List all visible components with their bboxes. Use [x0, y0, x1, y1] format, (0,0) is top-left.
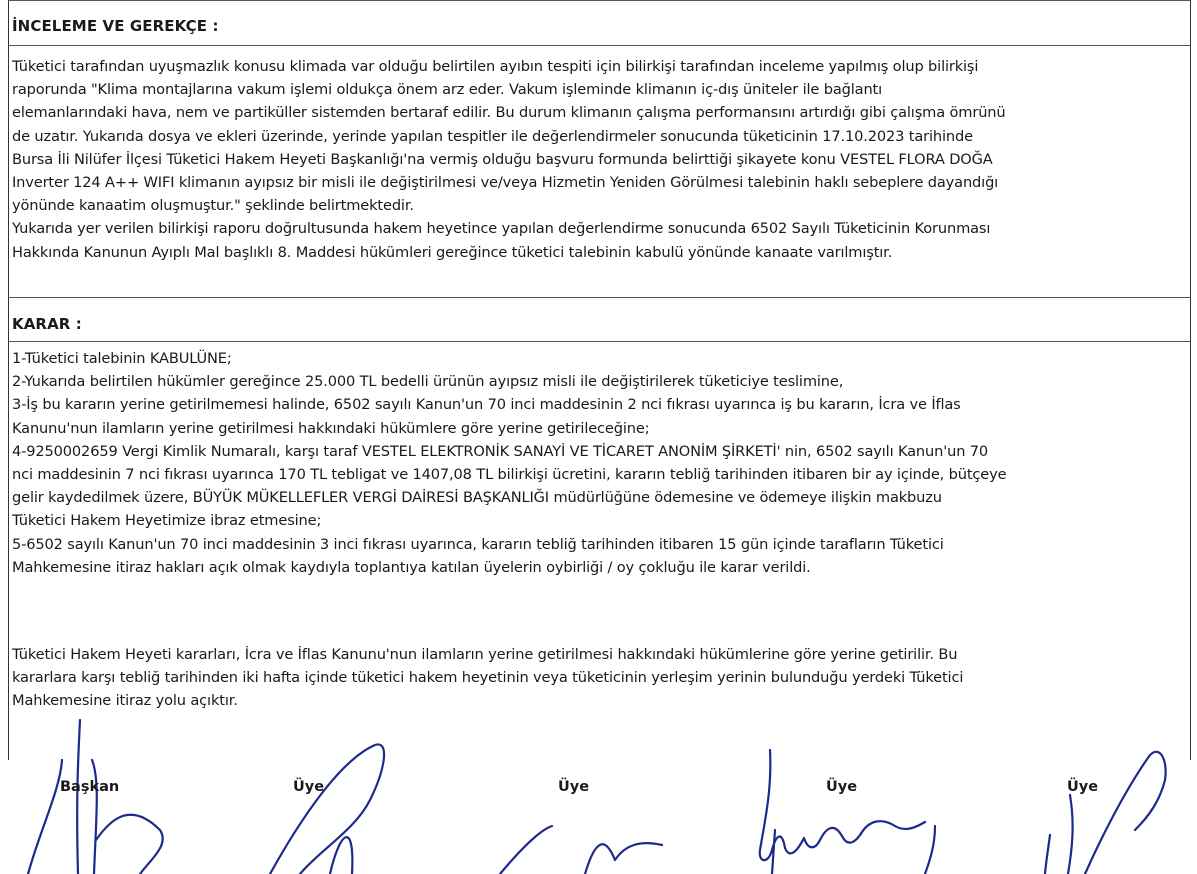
- signature-label-uye-2: Üye: [558, 779, 590, 795]
- text-line: nci maddesinin 7 nci fıkrası uyarınca 170 TL tebligat ve 1407,08 TL bilirkişi ücretini, kararın tebliğ tarihinden itibaren bir ay içinde, bütçeye: [12, 466, 1007, 484]
- text-line: gelir kaydedilmek üzere, BÜYÜK MÜKELLEFLER VERGİ DAİRESİ BAŞKANLIĞI müdürlüğüne ödemesine ve ödemeye ilişkin makbuzu: [12, 489, 942, 507]
- divider: [8, 45, 1191, 46]
- karar-body: [12, 347, 1184, 579]
- text-line: Bursa İli Nilüfer İlçesi Tüketici Hakem Heyeti Başkanlığı'na vermiş olduğu başvuru formunda belirttiği şikayete konu VESTEL FLORA DOĞA: [12, 150, 993, 168]
- text-line: raporunda "Klima montajlarına vakum işlemi oldukça önem arz eder. Vakum işleminde klimanın iç-dış üniteler ile bağlantı: [12, 81, 883, 99]
- text-line: Tüketici Hakem Heyetimize ibraz etmesine;: [12, 512, 322, 530]
- text-line: kararlara karşı tebliğ tarihinden iki hafta içinde tüketici hakem heyetinin veya tüketicinin yerleşim yerinin bulunduğu yerdeki Tüketici: [12, 669, 964, 687]
- signature-label-baskan: Başkan: [60, 779, 120, 795]
- signature-label-uye-3: Üye: [826, 779, 858, 795]
- text-line: Tüketici Hakem Heyeti kararları, İcra ve İflas Kanunu'nun ilamların yerine getirilmesi hakkındaki hükümlerine göre yerine getirilir. Bu: [12, 646, 958, 663]
- text-line: 2-Yukarıda belirtilen hükümler gereğince 25.000 TL bedelli ürünün ayıpsız misli ile değiştirilerek tüketiciye teslimine,: [12, 373, 844, 391]
- divider: [8, 297, 1191, 298]
- text-line: 3-İş bu kararın yerine getirilmemesi halinde, 6502 sayılı Kanun'un 70 inci maddesinin 2 nci fıkrası uyarınca iş bu kararın, İcra ve İflas: [12, 396, 961, 414]
- inceleme-body: [12, 55, 1184, 264]
- text-line: Mahkemesine itiraz hakları açık olmak kaydıyla toplantıya katılan üyelerin oybirliği / oy çokluğu ile karar verildi.: [12, 558, 811, 576]
- text-line: 5-6502 sayılı Kanun'un 70 inci maddesinin 3 inci fıkrası uyarınca, kararın tebliğ tarihinden itibaren 15 gün içinde tarafların Tüketici: [12, 535, 944, 553]
- text-line: 1-Tüketici talebinin KABULÜNE;: [12, 350, 232, 367]
- divider: [8, 341, 1191, 342]
- redaction-block: [860, 812, 900, 840]
- karar-closing: [12, 643, 1184, 713]
- section-heading-inceleme: İNCELEME VE GEREKÇE :: [12, 17, 219, 35]
- text-line: Tüketici tarafından uyuşmazlık konusu klimada var olduğu belirtilen ayıbın tespiti için bilirkişi tarafından inceleme yapılmış olup bilirkişi: [12, 58, 979, 75]
- text-line: Mahkemesine itiraz yolu açıktır.: [12, 692, 238, 710]
- signature-label-uye-4: Üye: [1067, 779, 1099, 795]
- divider: [8, 0, 1191, 1]
- signature-label-uye-1: Üye: [293, 779, 325, 795]
- text-line: Kanunu'nun ilamların yerine getirilmesi hakkındaki hükümlere göre yerine getirileceğine;: [12, 419, 650, 437]
- redaction-block: [112, 812, 142, 840]
- text-line: Yukarıda yer verilen bilirkişi raporu doğrultusunda hakem heyetince yapılan değerlendirme sonucunda 6502 Sayılı Tüketicinin Korunması: [12, 220, 991, 238]
- section-heading-karar: KARAR :: [12, 315, 82, 333]
- text-line: yönünde kanaatim oluşmuştur." şeklinde belirtmektedir.: [12, 197, 414, 215]
- signature-uye-3: [760, 750, 935, 874]
- signature-uye-1: [270, 744, 384, 874]
- signature-uye-2: [500, 826, 662, 874]
- text-line: de uzatır. Yukarıda dosya ve ekleri üzerinde, yerinde yapılan tespitler ile değerlendirmeler sonucunda tüketicinin 17.10.2023 tarihinde: [12, 127, 973, 145]
- redaction-block: [1100, 812, 1130, 840]
- text-line: Inverter 124 A++ WIFI klimanın ayıpsız bir misli ile değiştirilmesi ve/veya Hizmetin Yeniden Görülmesi talebinin haklı sebeplere dayandığı: [12, 174, 999, 192]
- text-line: Hakkında Kanunun Ayıplı Mal başlıklı 8. Maddesi hükümleri gereğince tüketici talebinin kabulü yönünde kanaate varılmıştır.: [12, 243, 893, 261]
- text-line: elemanlarındaki hava, nem ve partiküller sistemden bertaraf edilir. Bu durum klimanın çalışma performansını artırdığı gibi çalışma ömrünü: [12, 104, 1006, 122]
- text-line: 4-9250002659 Vergi Kimlik Numaralı, karşı taraf VESTEL ELEKTRONİK SANAYİ VE TİCARET ANONİM ŞİRKETİ' nin, 6502 sayılı Kanun'un 70: [12, 442, 989, 460]
- redaction-block: [350, 812, 390, 840]
